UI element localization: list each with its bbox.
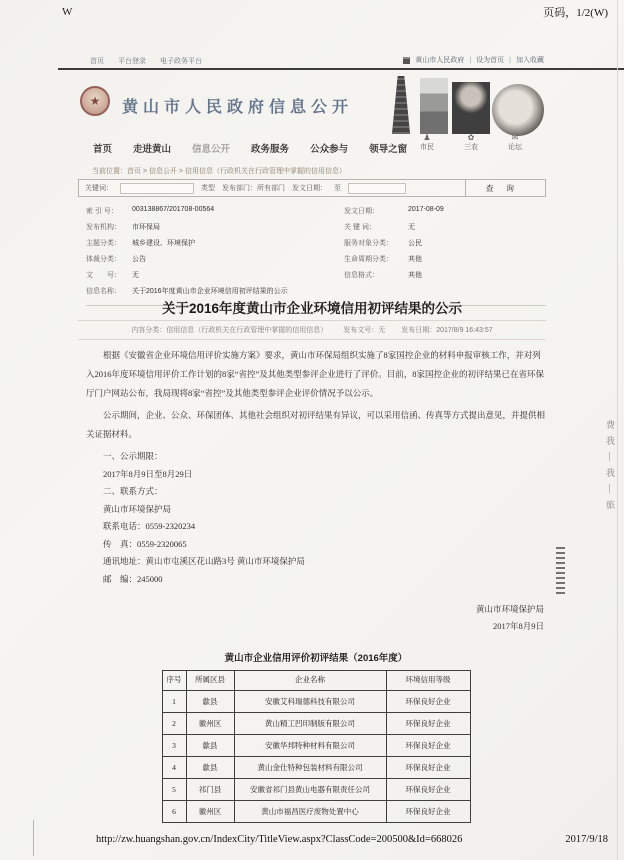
date-label: 发文日期： [292, 185, 327, 192]
table-row [162, 756, 470, 778]
meta-label: 索 引 号： [86, 208, 118, 215]
topbar-link-egov[interactable]: 电子政务平台 [160, 58, 202, 65]
article-doc-no: 发布文号：无 [343, 327, 386, 334]
paragraph: 公示期间，企业、公众、环保团体、其他社会组织对初评结果有异议，可以采用信函、传真等方式提出意见，并提供相关证据材料。 [86, 410, 546, 439]
footer-date: 2017/9/18 [565, 834, 608, 845]
result-table-title: 黄山市企业信用评价初评结果（2016年度） [224, 653, 408, 664]
nav-item-about[interactable]: 走进黄山 [133, 144, 172, 155]
cell-company: 安徽艾科瑞德科技有限公司 [234, 690, 386, 712]
cell-county: 歙县 [186, 756, 234, 778]
cell-grade: 环保良好企业 [386, 734, 470, 756]
meta-label: 信息格式： [344, 272, 379, 279]
national-emblem-icon: ★ [80, 86, 110, 116]
table-row [162, 778, 470, 800]
channel-forum[interactable] [508, 133, 522, 152]
result-table [162, 670, 471, 823]
cell-company: 安徽华邦特种材料有限公司 [234, 734, 386, 756]
line-contact-heading: 二、联系方式： [103, 486, 163, 496]
signoff-org: 黄山市环境保护局 [475, 604, 544, 614]
meta-row [86, 235, 546, 251]
line-fax: 传 真：0559-2320065 [103, 538, 187, 549]
channel-label: 市民 [420, 144, 434, 152]
signoff [86, 601, 546, 635]
nav-item-info-disclosure[interactable]: 信息公开 [192, 144, 231, 155]
meta-row [86, 251, 546, 267]
paragraph: 根据《安徽省企业环境信用评价实施方案》要求，黄山市环保局组织实施了8家国控企业的材料申报审核工作，并对列入2016年度环境信用评价工作计划的8家“省控”及其他类型参评企业进行了评价。目前，8家国控企业的初评结果已在省环保厅门户网站公布，我局现将8家“省控”及其他类型参评企业评价情况予以公示。 [86, 350, 545, 398]
scan-edge-mark [33, 820, 34, 856]
cell-county: 徽州区 [186, 712, 234, 734]
meta-label: 发布机构： [86, 224, 121, 231]
meta-label: 关 键 词： [344, 224, 376, 231]
search-button[interactable]: 查 询 [465, 180, 539, 196]
agriculture-icon: ✿ [467, 133, 475, 142]
cell-no: 4 [162, 756, 186, 778]
col-header-company: 企业名称 [234, 671, 386, 691]
separator: | [509, 56, 511, 64]
meta-label: 文 号： [86, 272, 121, 279]
scan-smudge [556, 546, 565, 594]
meta-label: 发文日期： [344, 208, 379, 215]
nav-item-leaders[interactable]: 领导之窗 [369, 144, 408, 155]
topbar-link-home[interactable]: 首页 [90, 58, 104, 65]
print-page-number: 页码，1/2(W) [543, 7, 608, 19]
col-header-county: 所属区县 [186, 671, 234, 691]
building-photo [392, 76, 410, 134]
meta-label: 服务对象分类： [344, 240, 393, 247]
cell-grade: 环保良好企业 [386, 800, 470, 822]
meta-value-issue-date: 2017-08-09 [408, 206, 444, 213]
banner-channel-links [420, 133, 522, 152]
line-phone: 联系电话：0559-2320234 [103, 521, 196, 531]
table-row [162, 690, 470, 712]
meta-value-agency: 市环保局 [132, 224, 160, 231]
topbar-link-set-home[interactable]: 设为首页 [476, 57, 505, 64]
handwritten-margin-annotation: 费我—我—旅 [605, 420, 615, 516]
nav-item-participation[interactable]: 公众参与 [310, 144, 349, 155]
main-nav [93, 141, 407, 155]
cell-no: 3 [162, 734, 186, 756]
topbar-link-login[interactable]: 平台登录 [118, 58, 146, 65]
cell-grade: 环保良好企业 [386, 756, 470, 778]
channel-label: 论坛 [508, 144, 522, 152]
cell-county: 祁门县 [186, 778, 234, 800]
meta-label: 信息名称： [86, 288, 121, 295]
article-category: 内容分类：信用信息（行政机关在行政管理中掌握的信用信息） [131, 327, 328, 334]
site-title: 黄山市人民政府信息公开 [122, 99, 354, 116]
meta-row [86, 219, 546, 235]
article-meta-line [78, 320, 546, 340]
line-period-heading: 一、公示期限： [103, 451, 163, 461]
date-to-label: 至 [334, 185, 341, 192]
cell-no: 2 [162, 712, 186, 734]
meta-value-genre: 公告 [132, 256, 146, 263]
line-period-dates: 2017年8月9日至8月29日 [103, 468, 193, 479]
table-row [162, 712, 470, 734]
cell-company: 黄山金仕特种包装材料有限公司 [234, 756, 386, 778]
breadcrumb: 当前位置：首页 > 信息公开 > 信用信息（行政机关在行政管理中掌握的信用信息） [92, 168, 346, 175]
gov-building-icon [403, 57, 410, 64]
article-publish-date: 发布日期：2017/8/9 16:43:57 [401, 327, 493, 334]
keyword-label: 关键词： [85, 185, 113, 192]
cell-no: 5 [162, 778, 186, 800]
cell-grade: 环保良好企业 [386, 690, 470, 712]
topbar-link-gov[interactable]: 黄山市人民政府 [415, 57, 465, 64]
meta-value-format: 其他 [408, 272, 422, 279]
cell-no: 6 [162, 800, 186, 822]
table-header-row [162, 671, 470, 691]
article-detail-lines [86, 448, 546, 588]
person-photo [420, 78, 448, 134]
article-body [86, 346, 546, 823]
paper-edge-line [617, 0, 618, 860]
cell-no: 1 [162, 690, 186, 712]
channel-citizen[interactable] [420, 133, 434, 152]
date-input[interactable] [348, 183, 406, 194]
meta-row [86, 203, 546, 219]
channel-label: 三农 [464, 144, 478, 152]
col-header-grade: 环境信用等级 [386, 671, 470, 691]
print-footer [96, 834, 608, 845]
cell-grade: 环保良好企业 [386, 778, 470, 800]
citizen-icon: ♟ [423, 133, 431, 142]
meta-value-lifecycle: 其他 [408, 256, 422, 263]
line-address: 通讯地址：黄山市屯溪区花山路3号 黄山市环境保护局 [103, 556, 305, 566]
forum-icon: ✉ [511, 133, 519, 142]
topbar-links-left [90, 56, 202, 66]
scan-corner-mark: W [62, 6, 73, 18]
meta-value-index-no: 003138867/201708-00564 [132, 206, 215, 213]
line-org: 黄山市环境保护局 [103, 503, 172, 514]
line-postcode: 邮 编：245000 [103, 573, 163, 584]
cell-county: 徽州区 [186, 800, 234, 822]
header-divider [58, 68, 624, 70]
topbar-links-right [403, 55, 544, 65]
cell-company: 黄山市福昌医疗废物处置中心 [234, 800, 386, 822]
footer-url[interactable]: http://zw.huangshan.gov.cn/IndexCity/TitleView.aspx?ClassCode=200500&Id=668026 [96, 834, 463, 845]
meta-value-info-name: 关于2016年度黄山市企业环境信用初评结果的公示 [132, 288, 288, 295]
cell-county: 歙县 [186, 690, 234, 712]
department-select[interactable]: 发布部门：所有部门 [222, 185, 285, 192]
meta-value-audience: 公民 [408, 240, 422, 247]
nav-item-services[interactable]: 政务服务 [251, 144, 290, 155]
signoff-date: 2017年8月9日 [492, 621, 544, 631]
cell-county: 歙县 [186, 734, 234, 756]
meta-label: 主题分类： [86, 240, 121, 247]
nav-item-home[interactable]: 首页 [93, 144, 113, 155]
person-photo [452, 82, 490, 134]
keyword-input[interactable] [120, 183, 194, 194]
meta-label: 生命周期分类： [344, 256, 393, 263]
operator-photo [492, 84, 544, 136]
document-metadata [86, 203, 546, 306]
cell-grade: 环保良好企业 [386, 712, 470, 734]
meta-row [86, 267, 546, 283]
meta-label: 体裁分类： [86, 256, 121, 263]
topbar-link-favorite[interactable]: 加入收藏 [516, 57, 544, 64]
type-label: 类型 [201, 185, 215, 192]
meta-value-doc-no: 无 [132, 272, 139, 279]
table-row [162, 734, 470, 756]
col-header-no: 序号 [162, 671, 186, 691]
meta-value-keywords: 无 [408, 224, 415, 231]
separator: | [469, 56, 472, 64]
cell-company: 安徽省祁门县黄山电器有限责任公司 [234, 778, 386, 800]
search-bar [78, 179, 546, 197]
table-row [162, 800, 470, 822]
cell-company: 黄山精工凹印制版有限公司 [234, 712, 386, 734]
header-banner-photos [388, 76, 553, 136]
article-title: 关于2016年度黄山市企业环境信用初评结果的公示 [161, 301, 463, 316]
channel-agriculture[interactable] [464, 133, 478, 152]
meta-value-topic: 城乡建设、环境保护 [132, 240, 195, 247]
